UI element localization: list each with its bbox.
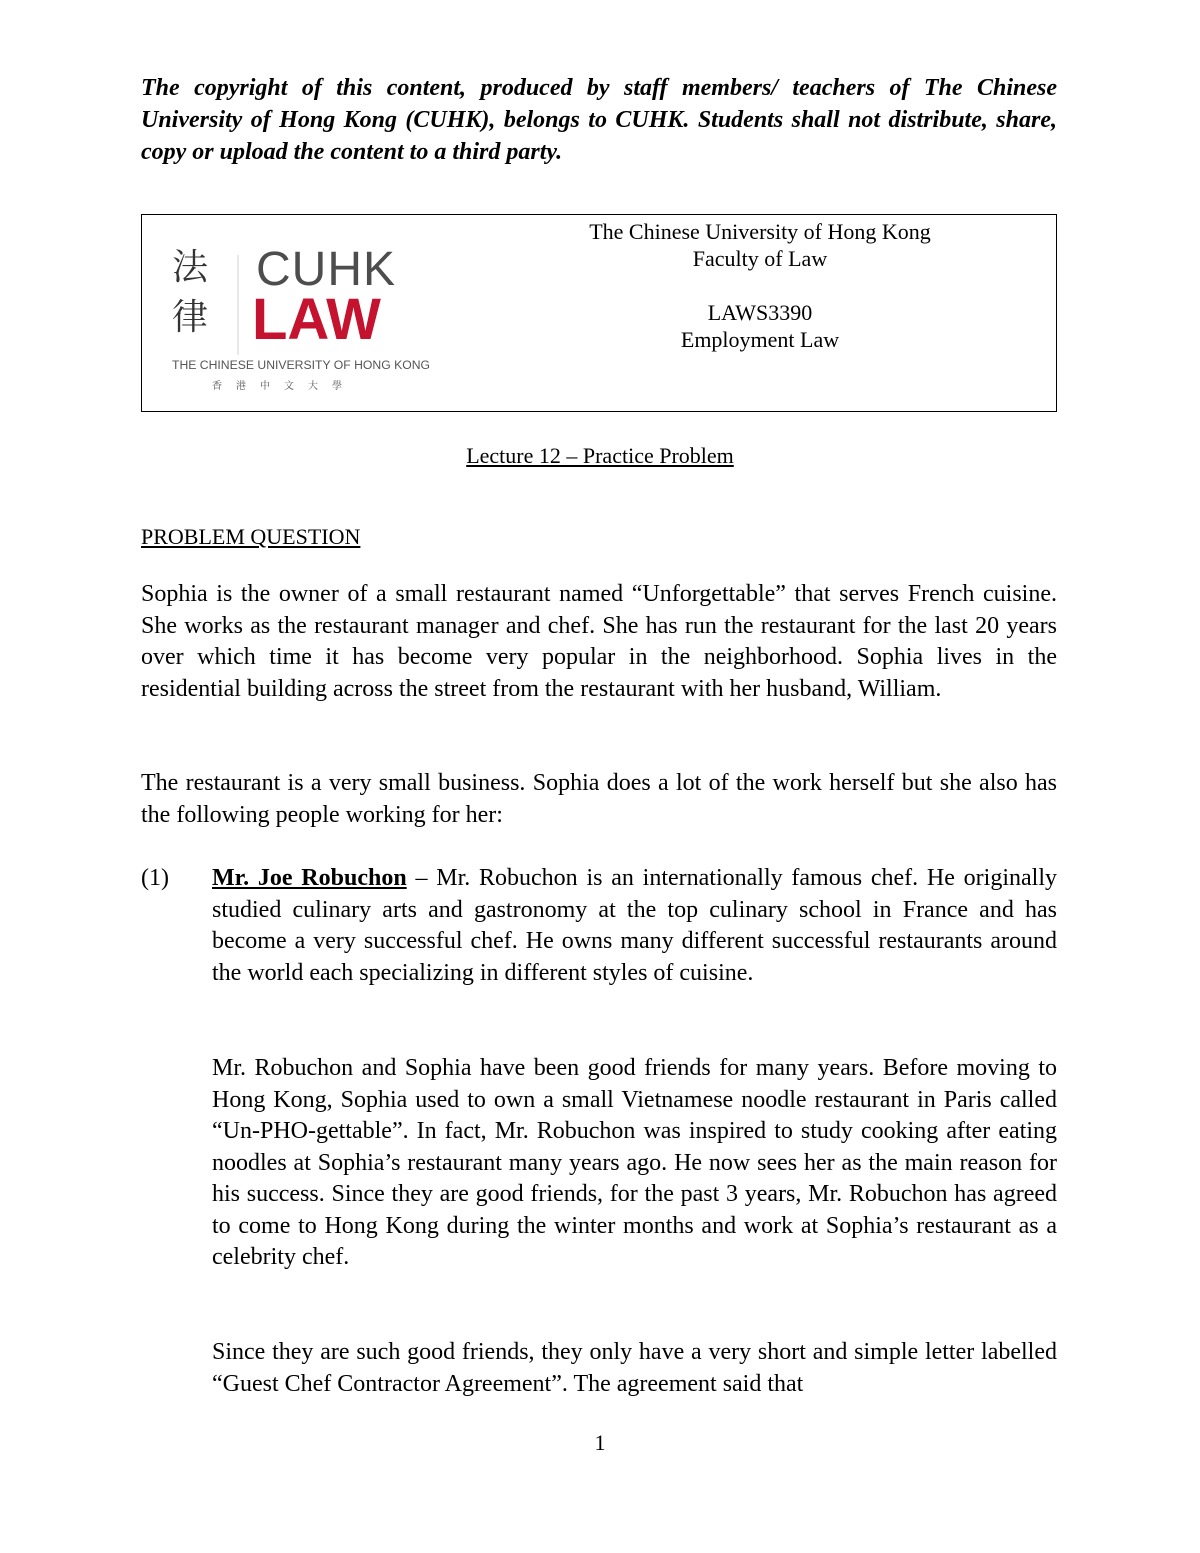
- course-name: Employment Law: [680, 327, 840, 352]
- paragraph-agreement: Since they are such good friends, they only have a very short and simple letter labelled “Guest Chef Contractor Agreement”. The agreement said that: [212, 1339, 1057, 1397]
- course-header-text: [540, 218, 980, 353]
- person-name: Mr. Joe Robuchon: [212, 865, 407, 891]
- header-spacer: [540, 272, 980, 299]
- logo-law-text: LAW: [252, 287, 381, 352]
- course-header-box: [141, 214, 1057, 412]
- paragraph-staff-intro: The restaurant is a very small business. Sophia does a lot of the work herself but she also has the following people working for her:: [141, 770, 1057, 828]
- course-code: LAWS3390: [707, 300, 813, 325]
- cuhk-law-logo: [170, 237, 440, 397]
- section-heading: PROBLEM QUESTION: [141, 524, 361, 549]
- university-name: The Chinese University of Hong Kong: [589, 219, 931, 244]
- logo-chinese-char-1: 法: [172, 247, 209, 288]
- faculty-name: Faculty of Law: [692, 246, 828, 271]
- logo-cuhk-text: CUHK: [256, 243, 397, 296]
- page-number: 1: [594, 1430, 606, 1455]
- logo-chinese-char-2: 律: [172, 297, 209, 338]
- logo-university-zh-text: 香港中文大學: [212, 381, 356, 392]
- paragraph-intro: Sophia is the owner of a small restaurant named “Unforgettable” that serves French cuisine. She works as the restaurant manager and chef. She has run the restaurant for the last 20 years over which time it has become very popular in the neighborhood. Sophia lives in the residential building across the street from the restaurant with her husband, William.: [141, 581, 1057, 702]
- copyright-notice: The copyright of this content, produced by staff members/ teachers of The Chinese University of Hong Kong (CUHK), belongs to CUHK. Students shall not distribute, share, copy or upload the content to a third party.: [141, 75, 1057, 165]
- logo-university-text: THE CHINESE UNIVERSITY OF HONG KONG: [172, 360, 431, 372]
- list-item-number: (1): [141, 865, 169, 891]
- lecture-title: Lecture 12 – Practice Problem: [466, 443, 734, 468]
- logo-graphic: [170, 237, 440, 397]
- list-item-robuchon: [212, 863, 1057, 989]
- paragraph-friendship: Mr. Robuchon and Sophia have been good friends for many years. Before moving to Hong Kong, Sophia used to own a small Vietnamese noodle restaurant in Paris called “Un-PHO-gettable”. In fact, Mr. Robuchon was inspired to study cooking after eating noodles at Sophia’s restaurant many years ago. He now sees her as the main reason for his success. Since they are good friends, for the past 3 years, Mr. Robuchon has agreed to come to Hong Kong during the winter months and work at Sophia’s restaurant as a celebrity chef.: [212, 1055, 1057, 1270]
- list-item-text: – Mr. Robuchon is an internationally famous chef. He originally studied culinary arts and gastronomy at the top culinary school in France and has become a very successful chef. He owns many different successful restaurants around the world each specializing in different styles of cuisine.: [212, 865, 1057, 986]
